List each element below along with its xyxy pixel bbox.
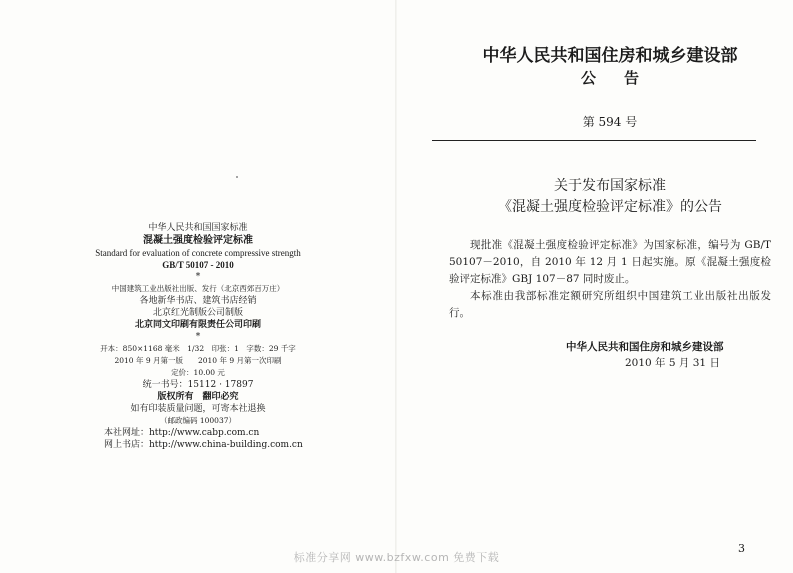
- subject-line-1: 关于发布国家标准: [554, 178, 666, 194]
- page-number: 3: [738, 542, 745, 555]
- book-number-line: 统一书号：15112 · 17897: [142, 380, 254, 390]
- format-line: 开本：850×1168 毫米 1/32 印张：1 字数：29 千字: [100, 344, 296, 353]
- watermark-text: 标准分享网 www.bzfxw.com 免费下载: [293, 551, 500, 564]
- heading-rule: [432, 140, 756, 141]
- copyright-line: 版权所有 翻印必究: [157, 392, 239, 402]
- scan-speck: [236, 176, 238, 178]
- colophon: [60, 222, 336, 451]
- standard-code: GB/T 50107 - 2010: [162, 260, 234, 270]
- signature-date: 2010 年 5 月 31 日: [625, 357, 720, 369]
- printer-line: 北京同文印刷有限责任公司印刷: [134, 320, 261, 330]
- separator-star: *: [195, 272, 201, 282]
- body-paragraph-1: 现批准《混凝土强度检验评定标准》为国家标准，编号为 GB/T 50107－2010，自 2010 年 12 月 1 日起实施。原《混凝土强度检验评定标准》GBJ 107－87 同时废止。: [449, 239, 771, 285]
- notice-body: [449, 237, 771, 322]
- bookstore-line: 网上书店：http://www.china-building.com.cn: [104, 440, 303, 450]
- distributor-line: 各地新华书店、建筑书店经销: [139, 296, 257, 306]
- signature-organization: 中华人民共和国住房和城乡建设部: [566, 341, 724, 353]
- notice-subject: [440, 176, 780, 218]
- body-paragraph-2: 本标准由我部标准定额研究所组织中国建筑工业出版社出版发行。: [449, 290, 771, 319]
- separator-star: *: [195, 332, 201, 342]
- publisher-line: 中国建筑工业出版社出版、发行（北京西郊百万庄）: [111, 284, 285, 293]
- notice-label: 公告: [580, 69, 667, 87]
- edition-line: 2010 年 9 月第一版 2010 年 9 月第一次印刷: [114, 356, 282, 365]
- website-line: 本社网址：http://www.cabp.com.cn: [104, 428, 260, 438]
- page-gutter: [395, 0, 397, 573]
- standard-title-cn: 混凝土强度检验评定标准: [143, 235, 253, 246]
- standard-title-en: Standard for evaluation of concrete compressive strength: [95, 248, 301, 258]
- price-line: 定价：10.00 元: [171, 368, 225, 377]
- notice-number: 第 594 号: [582, 115, 638, 129]
- quality-notice-line: 如有印装质量问题，可寄本社退换: [130, 404, 266, 414]
- ministry-heading: 中华人民共和国住房和城乡建设部: [482, 46, 738, 66]
- typesetter-line: 北京红光制版公司制版: [152, 308, 243, 318]
- postcode-line: （邮政编码 100037）: [159, 416, 236, 425]
- subject-line-2: 《混凝土强度检验评定标准》的公告: [498, 199, 722, 215]
- series-line: 中华人民共和国国家标准: [148, 223, 248, 233]
